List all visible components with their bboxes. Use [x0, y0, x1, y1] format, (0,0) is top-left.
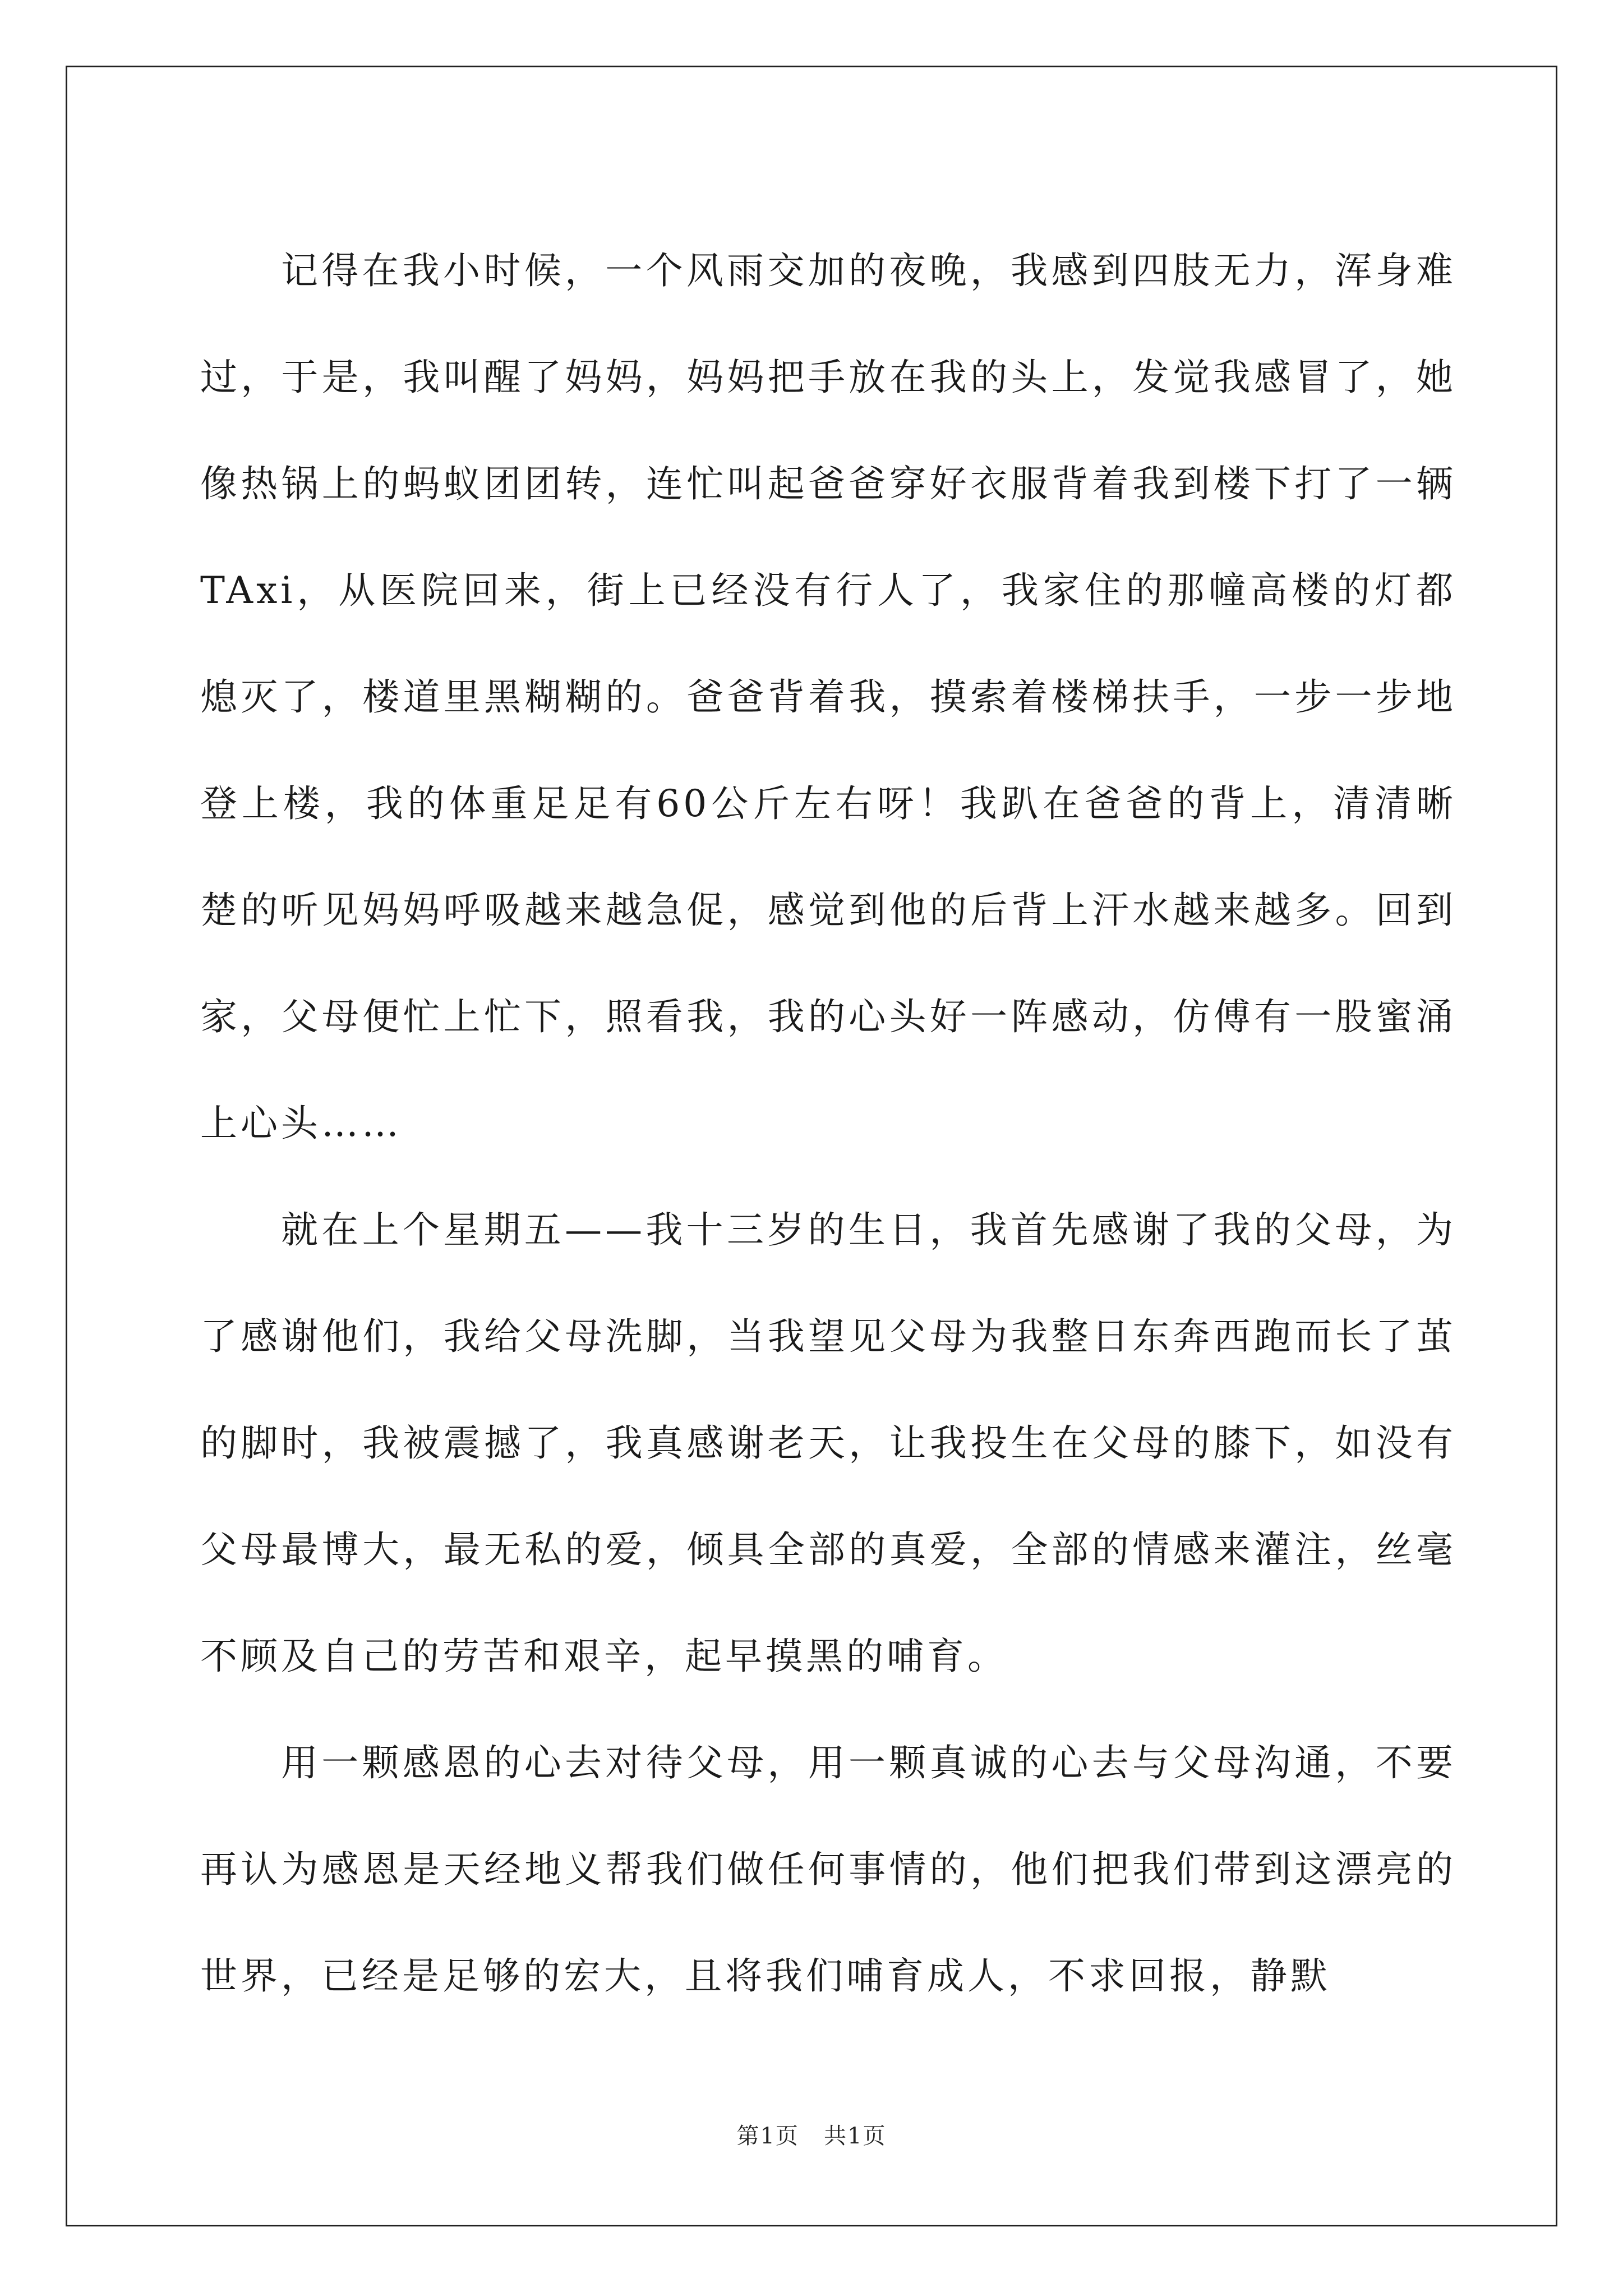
paragraph-1: 记得在我小时候，一个风雨交加的夜晚，我感到四肢无力，浑身难过，于是，我叫醒了妈妈，妈妈把手放在我的头上，发觉我感冒了，她像热锅上的蚂蚁团团转，连忙叫起爸爸穿好衣服背着我到楼下打了一辆TAxi，从医院回来，街上已经没有行人了，我家住的那幢高楼的灯都熄灭了，楼道里黑糊糊的。爸爸背着我，摸索着楼梯扶手，一步一步地登上楼，我的体重足足有60公斤左右呀！我趴在爸爸的背上，清清晰楚的听见妈妈呼吸越来越急促，感觉到他的后背上汗水越来越多。回到家，父母便忙上忙下，照看我，我的心头好一阵感动，仿傅有一股蜜涌上心头……	[200, 249, 1456, 1145]
paragraph-2: 就在上个星期五——我十三岁的生日，我首先感谢了我的父母，为了感谢他们，我给父母洗脚，当我望见父母为我整日东奔西跑而长了茧的脚时，我被震撼了，我真感谢老天，让我投生在父母的膝下，如没有父母最博大，最无私的爱，倾具全部的真爱，全部的情感来灌注，丝毫不顾及自己的劳苦和艰辛，起早摸黑的哺育。	[200, 1208, 1456, 1678]
paragraph-3: 用一颗感恩的心去对待父母，用一颗真诚的心去与父母沟通，不要再认为感恩是天经地义帮我们做任何事情的，他们把我们带到这漂亮的世界，已经是足够的宏大，且将我们哺育成人，不求回报，静默	[200, 1741, 1456, 1998]
page-footer	[0, 2118, 1623, 2150]
document-body	[200, 218, 1456, 2030]
page-number-label: 第1页 共1页	[736, 2123, 887, 2149]
